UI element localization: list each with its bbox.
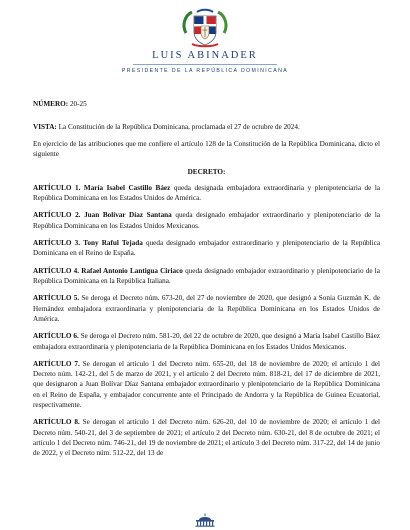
- article-person-name: Juan Bolívar Díaz Santana: [84, 211, 172, 220]
- dominican-republic-coat-of-arms-icon: [180, 8, 230, 48]
- article-text: queda designado embajador extraordinario y plenipotenciario de la República Dominicana en los Estados Unidos Mexicanos.: [33, 211, 381, 230]
- article-person-name: Rafael Antonio Lantigua Ciriaco: [81, 266, 183, 275]
- header-divider: [133, 64, 277, 65]
- article-text: queda designada embajadora extraordinaria y plenipotenciaria de la República Dominicana en los Estados Unidos de América.: [33, 183, 381, 202]
- article-label: ARTÍCULO 6.: [33, 332, 79, 341]
- president-name: LUIS ABINADER: [152, 50, 258, 61]
- decree-number-label: NÚMERO:: [33, 100, 69, 108]
- article-text: Se derogan el artículo 1 del Decreto núm. 626-20, del 10 de noviembre de 2020; el artículo 1 del Decreto núm. 540-21, del 3 de septiembre de 2021; el artículo 2 del Decreto núm. 630-21, del 8 de octubre de 2021; el artículo 1 del Decreto núm. 746-21, del 19 de noviembre de 2021; el artículo 3 del Decreto núm. 317-22, del 14 de junio de 2022, y el Decreto núm. 512-22, del 13 de: [33, 418, 380, 457]
- article-person-name: María Isabel Castillo Báez: [83, 183, 171, 192]
- article-label: ARTÍCULO 1.: [33, 183, 81, 192]
- vista-text: La Constitución de la República Dominicana, proclamada el 27 de octubre de 2024.: [58, 122, 300, 131]
- article-person-name: Tony Raful Tejada: [83, 239, 143, 248]
- president-title: PRESIDENTE DE LA REPÚBLICA DOMINICANA: [121, 68, 289, 74]
- article-text: Se deroga el Decreto núm. 673-20, del 27 de noviembre de 2020, que designó a Sonia Guzmán K. de Hernández embajadora extraordinaria y plenipotenciaria de la República Dominicana en los Estados Unidos de América.: [33, 294, 380, 323]
- article-8: [33, 417, 380, 458]
- article-text: Se derogan el artículo 1 del Decreto núm. 655-20, del 18 de noviembre de 2020; el artículo 1 del Decreto núm. 142-21, del 5 de marzo de 2021, y el artículo 2 del Decreto núm. 818-21, del 17 de diciembre de 2021, que designaron a Juan Bolívar Díaz Santana embajador extraordinario y plenipotenciario de la República Dominicana en el Reino de España, y embajador concurrente ante el Principado de Andorra y la República de Guinea Ecuatorial, respectivamente.: [33, 360, 380, 409]
- article-label: ARTÍCULO 7.: [33, 360, 80, 369]
- letterhead: [0, 0, 410, 92]
- article-label: ARTÍCULO 3.: [33, 239, 81, 248]
- decree-number-value: 20-25: [69, 100, 87, 108]
- article-5: [33, 293, 380, 324]
- article-label: ARTÍCULO 5.: [33, 294, 80, 303]
- article-label: ARTÍCULO 2.: [33, 211, 81, 220]
- article-6: [33, 331, 380, 351]
- national-palace-icon: [194, 513, 216, 527]
- decree-title: DECRETO:: [187, 167, 226, 176]
- intro-paragraph: En ejercicio de las atribuciones que me confiere el artículo 128 de la Constitución de la República Dominicana, dicto el siguiente: [33, 140, 380, 159]
- article-1: [33, 183, 380, 203]
- vista-label: VISTA:: [33, 122, 57, 131]
- article-label: ARTÍCULO 4.: [33, 266, 80, 275]
- decree-number-line: [33, 99, 380, 109]
- article-2: [33, 210, 380, 230]
- article-label: ARTÍCULO 8.: [33, 418, 80, 427]
- article-7: [33, 359, 380, 410]
- decree-body: [33, 99, 380, 465]
- article-3: [33, 238, 380, 258]
- article-text: Se deroga el Decreto núm. 581-20, del 22 de octubre de 2020, que designó a María Isabel Castillo Báez embajadora extraordinaria y plenipotenciaria de la República Dominicana en los Estados Unidos Mexicanos.: [33, 332, 380, 351]
- vista-paragraph: [33, 122, 380, 132]
- article-text: queda designado embajador extraordinario y plenipotenciario de la República Dominicana en la República Italiana.: [33, 266, 380, 285]
- article-text: queda designado embajador extraordinario y plenipotenciario de la República Dominicana en el Reino de España.: [33, 239, 381, 258]
- article-4: [33, 266, 380, 286]
